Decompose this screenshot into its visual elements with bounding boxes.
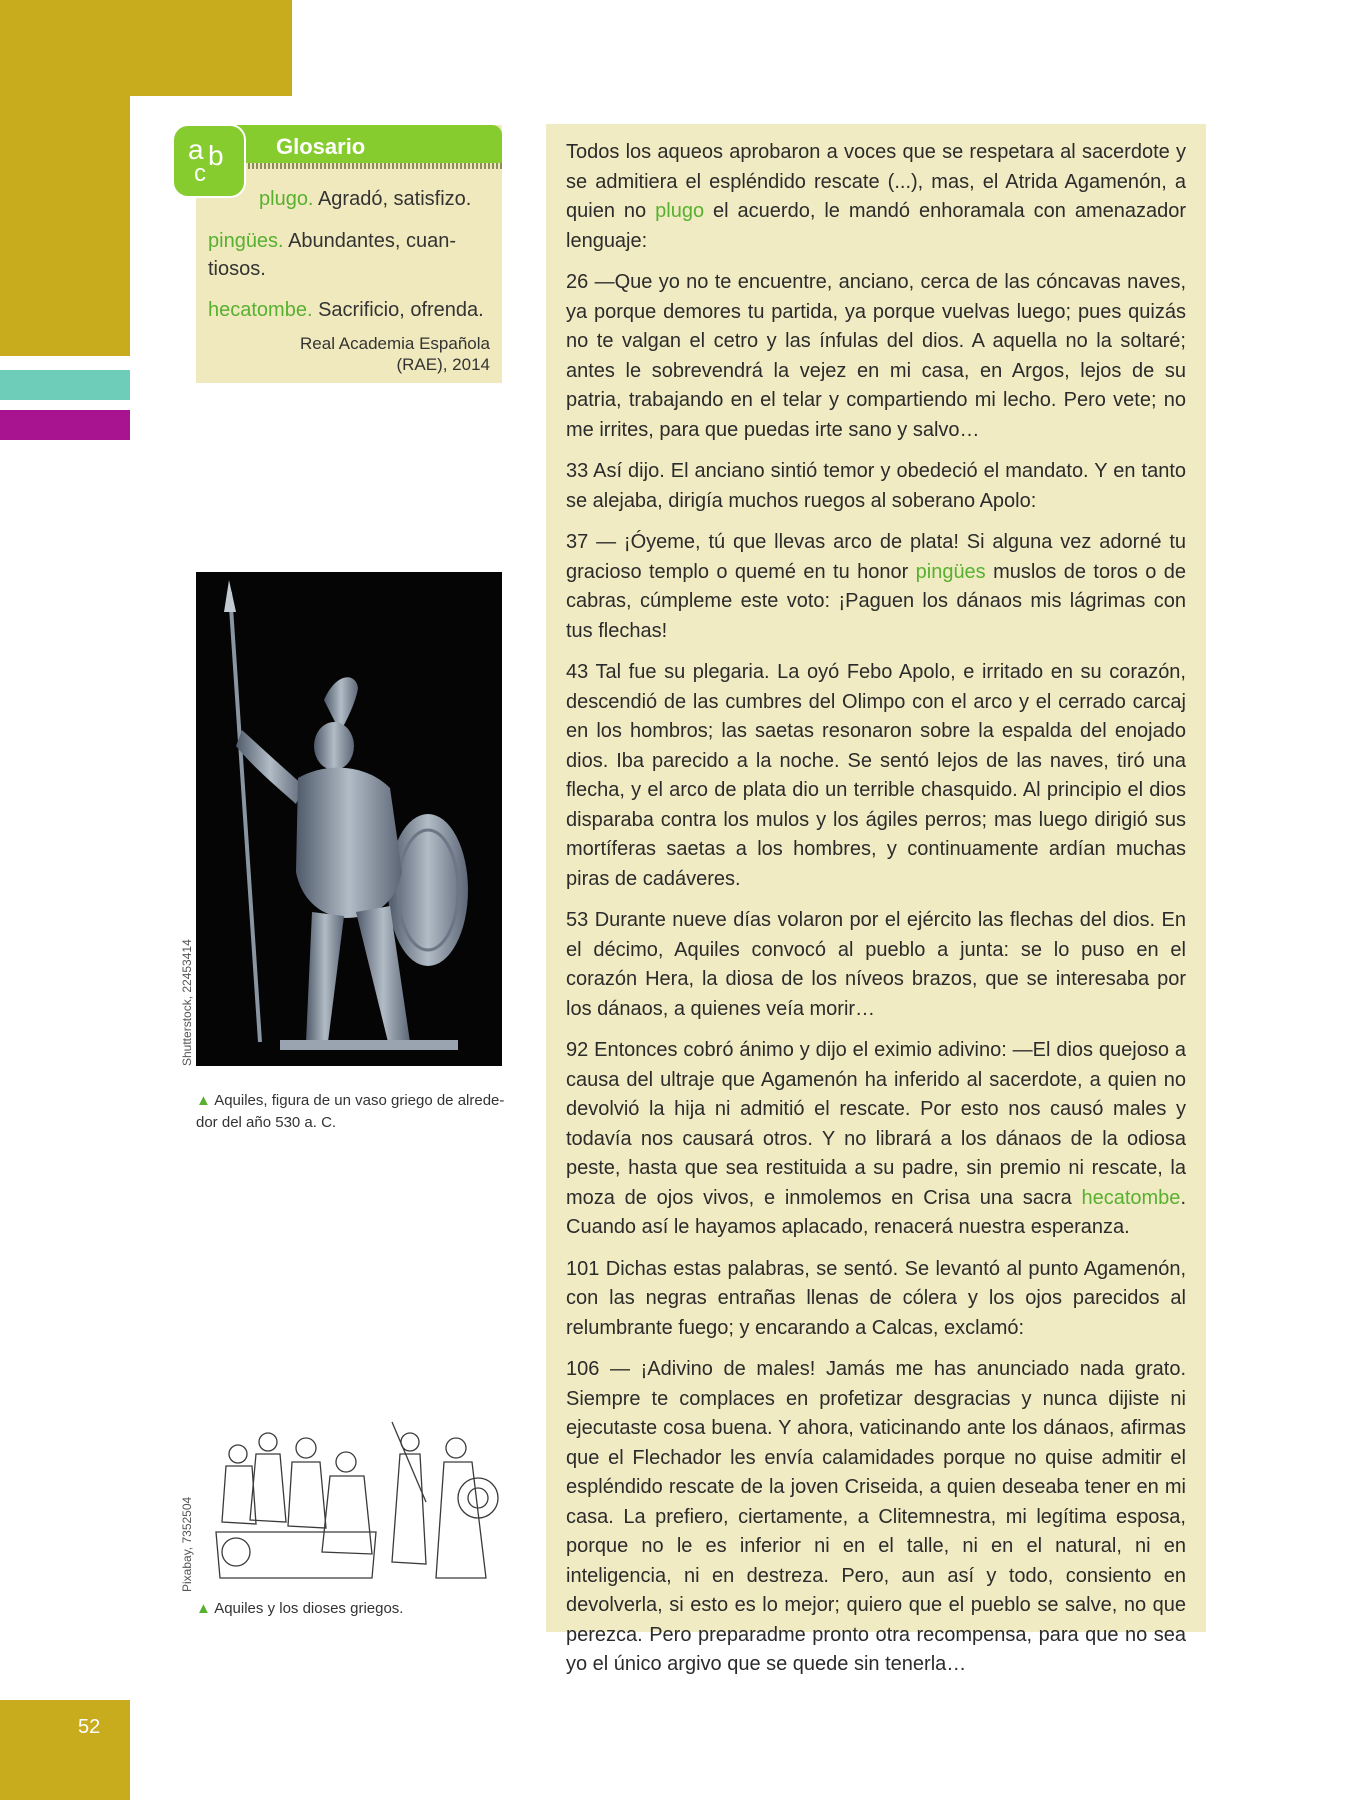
engraving-caption: ▲ Aquiles y los dioses griegos. [196,1600,404,1617]
glossary-entry [208,296,484,324]
gods-engraving [196,1402,502,1592]
main-text-panel [546,124,1206,1675]
paragraph-106: 106 — ¡Adivino de males! Jamás me has anunciado nada grato. Siempre te complaces en profetizar desgracias y nunca dijiste ni ejecutaste cosa buena. Y ahora, vaticinando ante los dánaos, afirmas que el Flechador les envía calamidades porque no quise admitir el espléndido rescate de la joven Criseida, a quien deseaba tener en mi casa. La prefiero, ciertamente, a Clitemnestra, mi legítima esposa, porque no le es inferior ni en el talle, ni en el natural, ni en inteligencia, ni en destreza. Pero, aun así y todo, consiento en devolverla, si esto es lo mejor; quiero que el pueblo se salve, no que perezca. Pero preparadme pronto otra recompensa, para que no sea yo el único argivo que se quede sin tenerla… [566,1358,1186,1675]
glossary-source: Real Academia Española (RAE), 2014 [300,334,490,374]
iliad-excerpt [566,138,1186,1692]
glossary-term: plugo. [259,188,314,210]
gods-line-drawing [196,1402,502,1592]
glossary-term: pingües. [208,230,284,252]
paragraph-53: 53 Durante nueve días volaron por el ejército las flechas del dios. En el décimo, Aquiles convocó al pueblo a junta: se lo puso en el corazón Hera, la diosa de los níveos brazos, que se interesaba por los dánaos, a quienes veía morir… [566,909,1186,1020]
glossary-definition: Agradó, satisfizo. [313,188,472,210]
page-top-band [0,0,292,96]
achilles-statue-photo [196,572,502,1066]
page-side-band-cutout [0,356,130,1700]
paragraph-intro: Todos los aqueos aprobaron a voces que se respetara al sacerdote y se admitiera el espléndido rescate (...), mas, el Atrida Agamenón, a quien no plugo el acuerdo, le mandó enhoramala con amenazador lenguaje: [566,141,1186,252]
glossary-term-link: plugo [655,200,705,222]
caption-triangle-icon: ▲ [196,1092,211,1109]
page-footer-band [0,1700,130,1800]
paragraph-92: 92 Entonces cobró ánimo y dijo el eximio adivino: —El dios quejoso a causa del ultraje que Agamenón ha inferido al sacerdote, a quien no devolvió la hija ni admitió el rescate. Por esto nos causó males y todavía nos causará otros. Y no librará a los dánaos de la odiosa peste, hasta que sea restituida a su padre, sin premio ni rescate, la moza de ojos vivos, e inmolemos en Crisa una sacra hecatombe. Cuando así le hayamos aplacado, renacerá nuestra esperanza. [566,1039,1186,1238]
glossary-entry [259,185,471,213]
achilles-statue-illustration [196,572,502,1066]
paragraph-101: 101 Dichas estas palabras, se sentó. Se levantó al punto Agamenón, con las negras entrañas llenas de cólera y los ojos parecidos al relumbrante fuego; y encarando a Calcas, exclamó: [566,1257,1186,1339]
glossary-definition-cont: tiosos. [208,258,266,280]
glossary-term-link: hecatombe [1081,1186,1181,1209]
glossary-term: hecatombe. [208,299,313,321]
paragraph-26: 26 —Que yo no te encuentre, anciano, cerca de las cóncavas naves, ya porque demores tu partida, ya porque vuelvas luego; pues quizás no te valgan el cetro y las ínfulas del dios. A aquella no la soltaré; antes le sobrevendrá la vejez en mi casa, en Argos, lejos de su patria, trabajando en el telar y compartiendo mi lecho. Pero vete; no me irrites, para que puedas irte sano y salvo… [566,271,1186,441]
glossary-definition: Sacrificio, ofrenda. [312,299,484,321]
paragraph-43: 43 Tal fue su plegaria. La oyó Febo Apolo, e irritado en su corazón, descendió de las cumbres del Olimpo con el arco y el cerrado carcaj en los hombros; las saetas resonaron sobre la espalda del enojado dios. Iba parecido a la noche. Se sentó lejos de las naves, tiró una flecha, y el arco de plata dio un terrible chasquido. Al principio el dios disparaba contra los mulos y los ágiles perros; mas luego dirigió sus mortíferas saetas a los hombres, y continuamente ardían muchas piras de cadáveres. [566,661,1186,890]
page-number: 52 [78,1716,101,1738]
glossary-term-link: pingües [915,560,986,583]
paragraph-37: 37 — ¡Óyeme, tú que llevas arco de plata! Si alguna vez adorné tu gracioso templo o quemé en tu honor pingües muslos de toros o de cabras, cúmpleme este voto: ¡Paguen los dánaos mis lágrimas con tus flechas! [566,531,1186,642]
magenta-stripe [0,410,130,440]
glossary-title: Glosario [276,134,366,159]
glossary-abc-icon: a b c [172,124,246,198]
glossary-entry [208,227,478,283]
engraving-credit: Pixabay, 7352504 [180,1496,194,1592]
glossary-definition: Abundantes, cuan- [283,230,456,252]
teal-stripe [0,370,130,400]
photo-credit: Shutterstock, 22453414 [180,939,194,1066]
photo-caption: ▲ Aquiles, figura de un vaso griego de alrede- dor del año 530 a. C. [196,1092,505,1131]
paragraph-33: 33 Así dijo. El anciano sintió temor y obedeció el mandato. Y en tanto se alejaba, dirigía muchos ruegos al soberano Apolo: [566,460,1186,512]
caption-triangle-icon: ▲ [196,1600,211,1617]
